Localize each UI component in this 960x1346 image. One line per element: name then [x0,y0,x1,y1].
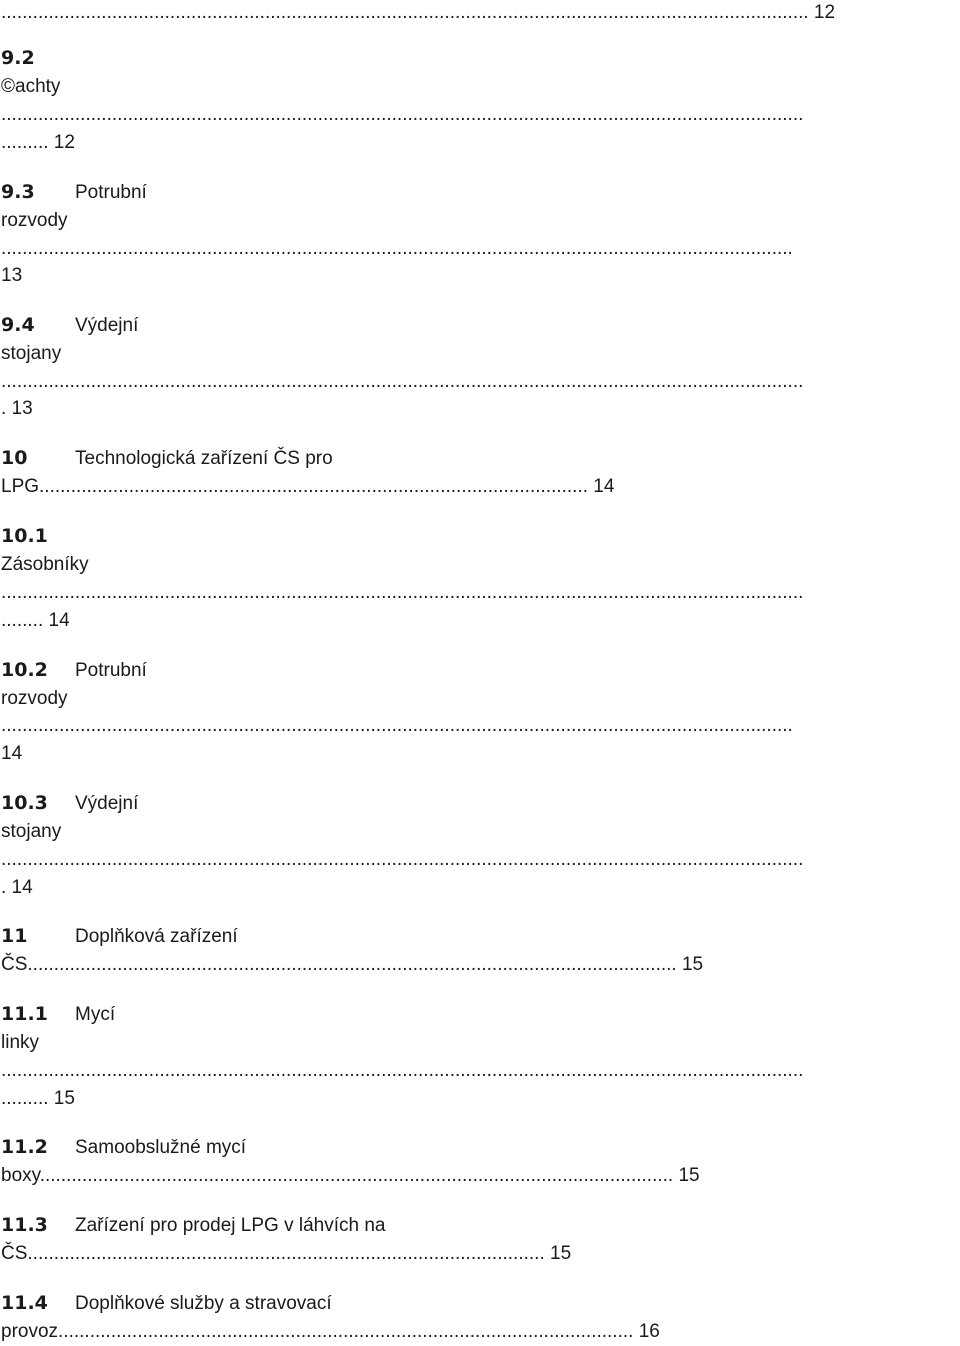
toc-text: stojany [1,343,62,364]
toc-text: Výdejní [75,793,139,814]
section-number: 11.3 [1,1214,48,1236]
section-number: 11.1 [1,1003,48,1025]
toc-line [1,46,75,71]
toc-text: rozvody [1,210,68,231]
toc-text: provoz............................................................................................................. 16 [1,1321,660,1342]
toc-line [1,1002,115,1027]
toc-line [1,1058,803,1083]
toc-text: Technologická zařízení ČS pro [75,448,333,469]
toc-line [1,1241,571,1266]
toc-line [1,524,75,549]
toc-text: ...................................................................................................................................................... [1,715,793,736]
toc-line [1,180,147,205]
toc-text: LPG........................................................................................................ 14 [1,476,615,497]
toc-text: 13 [1,265,23,286]
toc-line [1,924,238,949]
toc-text: ......... 15 [1,1088,75,1109]
toc-text: ........................................................................................................................................................ [1,104,804,125]
toc-line [1,263,22,288]
toc-text: ........................................................................................................................................................ [1,582,804,603]
toc-line [1,1163,700,1188]
toc-text: rozvody [1,688,68,709]
section-number: 11 [1,925,28,947]
toc-text: ........................................................................................................................................................ [1,371,804,392]
toc-line [1,313,138,338]
toc-text: Zařízení pro prodej LPG v láhvích na [75,1215,386,1236]
toc-line [1,741,22,766]
toc-line [1,1135,246,1160]
toc-text: Potrubní [75,660,147,681]
toc-text: Zásobníky [1,554,89,575]
toc-line [1,1086,75,1111]
section-number: 9.4 [1,314,35,336]
toc-line [1,130,75,155]
toc-line [1,1291,332,1316]
toc-line [1,0,835,25]
toc-line [1,369,803,394]
section-number: 10.3 [1,792,48,814]
toc-text: Doplňkové služby a stravovací [75,1293,332,1314]
toc-text: ......................................................................................................................................................... 12 [1,2,836,23]
toc-line [1,875,33,900]
toc-line [1,208,68,233]
toc-text: ...................................................................................................................................................... [1,238,793,259]
toc-line [1,341,61,366]
toc-text: linky [1,1032,40,1053]
toc-line [1,102,803,127]
toc-text: ČS.................................................................................................. 15 [1,1243,572,1264]
toc-text: Samoobslužné mycí [75,1137,247,1158]
toc-line [1,1213,386,1238]
toc-text: Potrubní [75,182,147,203]
toc-line [1,74,60,99]
toc-text: . 14 [1,877,33,898]
toc-text: stojany [1,821,62,842]
toc-line [1,474,614,499]
toc-line [1,580,803,605]
toc-line [1,396,33,421]
toc-text: Výdejní [75,315,139,336]
toc-line [1,713,793,738]
toc-text: Mycí [75,1004,116,1025]
section-number: 10 [1,447,28,469]
section-number: 11.4 [1,1292,48,1314]
section-number: 9.3 [1,181,35,203]
section-number: 10.1 [1,525,48,547]
toc-line [1,236,793,261]
toc-line [1,847,803,872]
toc-text: ©achty [1,76,61,97]
toc-line [1,658,147,683]
section-number: 11.2 [1,1136,48,1158]
toc-line [1,552,89,577]
toc-line [1,446,333,471]
toc-text: ........................................................................................................................................................ [1,849,804,870]
toc-text: ........................................................................................................................................................ [1,1060,804,1081]
toc-line [1,791,138,816]
toc-text: boxy........................................................................................................................ 15 [1,1165,700,1186]
toc-text: 14 [1,743,23,764]
toc-text: . 13 [1,398,33,419]
section-number: 9.2 [1,47,35,69]
toc-text: ........ 14 [1,610,70,631]
toc-line [1,1030,39,1055]
toc-line [1,686,68,711]
section-number: 10.2 [1,659,48,681]
toc-line [1,1319,660,1344]
toc-text: Doplňková zařízení [75,926,238,947]
toc-line [1,952,703,977]
toc-text: ......... 12 [1,132,75,153]
toc-line [1,608,70,633]
toc-line [1,819,61,844]
toc-text: ČS........................................................................................................................... 15 [1,954,704,975]
